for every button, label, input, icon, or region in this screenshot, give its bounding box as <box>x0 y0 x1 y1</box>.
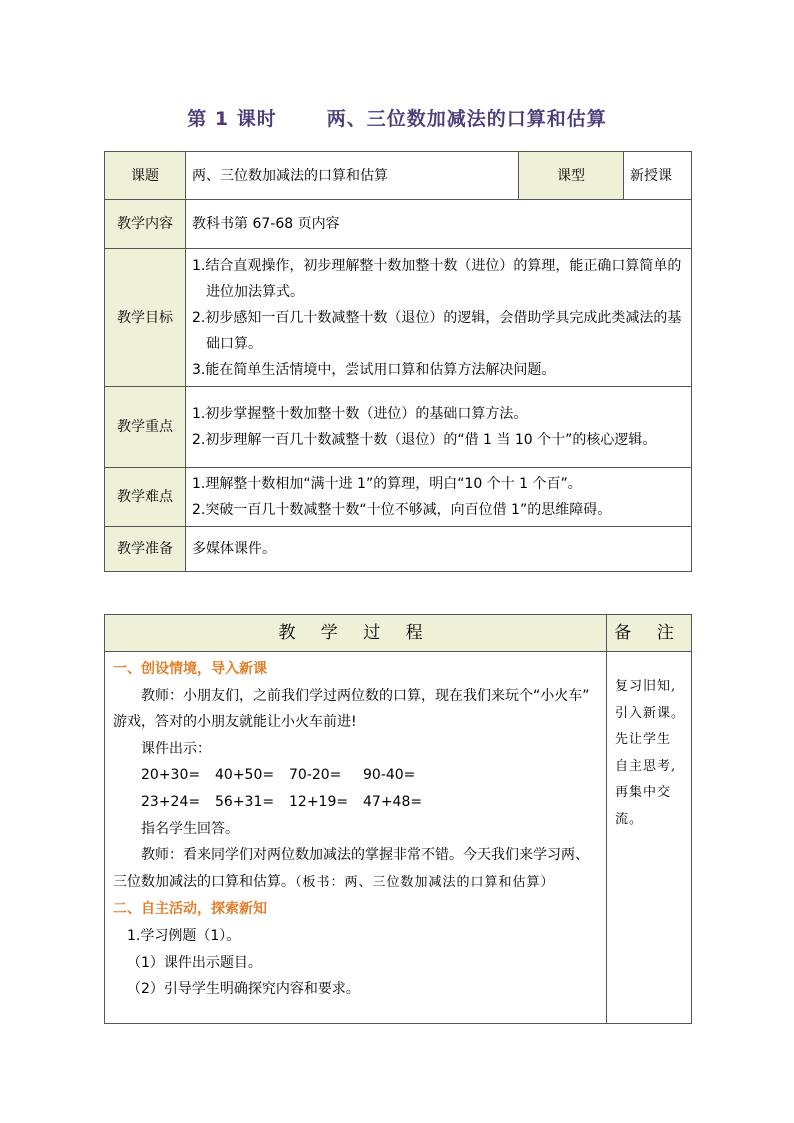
difficult-points-label: 教学难点 <box>105 468 186 527</box>
subject-value: 两、三位数加减法的口算和估算 <box>186 152 519 200</box>
section-heading: 二、自主活动，探索新知 <box>113 901 267 918</box>
goals-list <box>186 249 692 387</box>
key-points-list <box>186 387 692 468</box>
note-line: 先让学生 <box>615 732 672 748</box>
lesson-topic: 两、三位数加减法的口算和估算 <box>326 108 607 130</box>
goals-label: 教学目标 <box>105 249 186 387</box>
key-point-item: 1.初步掌握整十数加整十数（进位）的基础口算方法。 <box>192 406 528 422</box>
difficult-point-item: 2.突破一百几十数减整十数“十位不够减，向百位借 1”的思维障碍。 <box>192 502 612 518</box>
paragraph: （2）引导学生明确探究内容和要求。 <box>127 981 360 998</box>
difficult-point-item: 1.理解整十数相加“满十进 1”的算理，明白“10 个十 1 个百”。 <box>192 476 582 492</box>
page-title <box>0 104 794 131</box>
paragraph: 课件出示： <box>141 740 211 757</box>
paragraph: 1.学习例题（1）。 <box>127 927 241 944</box>
expression-row <box>113 762 600 789</box>
paragraph-text: 教师：看来同学们对两位数加减法的掌握非常不错。今天我们来学习两、三位数加减法的口算和估算。 <box>113 847 589 890</box>
board-note: （板书：两、三位数加减法的口算和估算） <box>295 874 555 890</box>
type-label: 课型 <box>519 152 624 200</box>
content-label: 教学内容 <box>105 200 186 249</box>
expression-row <box>113 789 600 816</box>
expression: 12+19= <box>289 793 349 810</box>
content-value: 教科书第 67-68 页内容 <box>186 200 692 249</box>
lesson-number: 第 1 课时 <box>187 108 277 130</box>
expression: 23+24= <box>141 793 201 810</box>
process-content <box>105 652 607 1024</box>
expression: 40+50= <box>215 767 275 784</box>
difficult-points-list <box>186 468 692 527</box>
notes-header: 备 注 <box>607 615 692 652</box>
paragraph: 教师：小朋友们，之前我们学过两位数的口算，现在我们来玩个“小火车” 游戏，答对的小朋友就能让小火车前进! <box>113 687 590 731</box>
process-header: 教 学 过 程 <box>105 615 607 652</box>
type-value: 新授课 <box>624 152 692 200</box>
paragraph: （1）课件出示题目。 <box>127 954 262 971</box>
note-line: 再集中交 <box>615 785 672 801</box>
note-line: 自主思考, <box>615 758 677 774</box>
key-points-label: 教学重点 <box>105 387 186 468</box>
note-line: 复习旧知, <box>615 679 677 694</box>
notes-column <box>607 652 692 1024</box>
teaching-process-table <box>104 614 692 1024</box>
section-heading: 一、创设情境，导入新课 <box>113 661 267 677</box>
key-point-item: 2.初步理解一百几十数减整十数（退位）的“借 1 当 10 个十”的核心逻辑。 <box>192 432 657 448</box>
expression: 70-20= <box>289 767 342 784</box>
expression: 56+31= <box>215 793 275 810</box>
expression: 90-40= <box>363 767 416 784</box>
lesson-info-table <box>104 151 692 572</box>
expression: 20+30= <box>141 767 201 784</box>
goal-item: 1.结合直观操作，初步理解整十数加整十数（进位）的算理，能正确口算简单的进位加法算式。 <box>192 257 682 300</box>
goal-item: 3.能在简单生活情境中，尝试用口算和估算方法解决问题。 <box>192 361 556 378</box>
expression: 47+48= <box>363 793 423 810</box>
note-line: 引入新课。 <box>615 705 686 721</box>
paragraph: 指名学生回答。 <box>141 820 239 837</box>
note-line: 流。 <box>615 811 644 827</box>
subject-label: 课题 <box>105 152 186 200</box>
prep-value: 多媒体课件。 <box>186 527 692 572</box>
prep-label: 教学准备 <box>105 527 186 572</box>
goal-item: 2.初步感知一百几十数减整十数（退位）的逻辑，会借助学具完成此类减法的基础口算。 <box>192 309 682 352</box>
paragraph <box>113 842 600 896</box>
